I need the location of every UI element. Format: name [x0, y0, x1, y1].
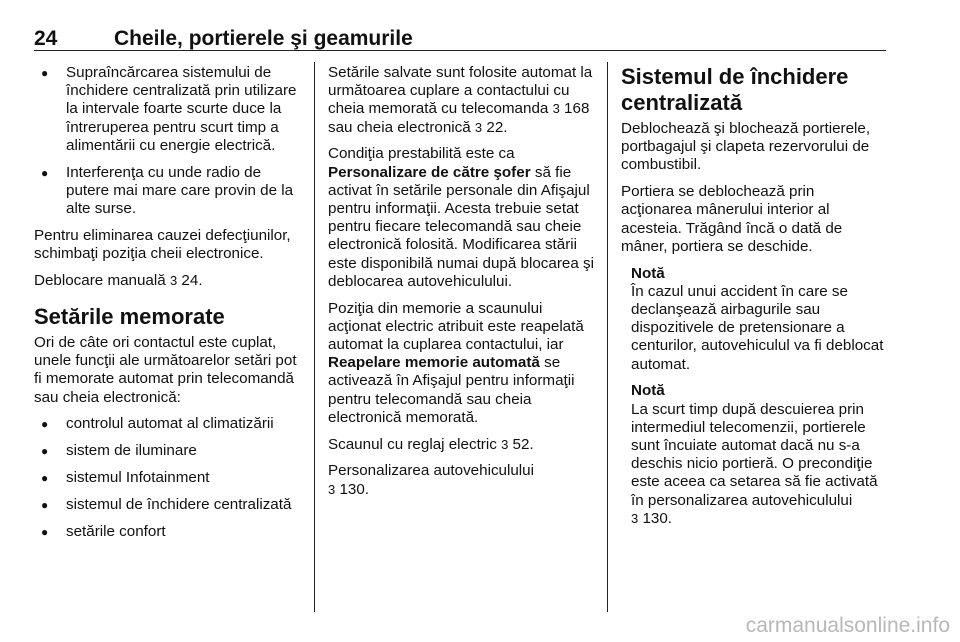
paragraph: Personalizarea autovehiculului 3 130.: [328, 462, 535, 498]
bullet-icon: ●: [41, 524, 49, 539]
paragraph: Poziţia din memorie a scaunului acţionat electric atribuit este reapelată automat la cuplarea contactului, iar Reapelare memorie automată se activează în Afişajul pentru informaţii pentru telecomandă sau cheia electronică memorată.: [328, 299, 584, 426]
note-text: În cazul unui accident în care se declanşează airbagurile sau dispozitivele de pretensionare a centurilor, autovehiculul va fi deblocat automat.: [631, 282, 884, 373]
page-reference-icon: 3: [631, 510, 639, 526]
page-reference-link[interactable]: 22.: [486, 118, 508, 136]
list-item: ● sistemul Infotainment: [41, 469, 210, 487]
paragraph: Pentru eliminarea cauzei defecţiunilor, schimbaţi poziţia cheii electronice.: [34, 226, 291, 263]
list-item: ● Interferenţa cu unde radio de putere mai mare care provin de la alte surse.: [41, 163, 294, 218]
page-reference-link[interactable]: 52.: [512, 435, 534, 453]
page-reference-link[interactable]: 130.: [339, 480, 370, 498]
column-divider: [607, 62, 608, 612]
list-item: ● setările confort: [41, 522, 166, 540]
column-divider: [314, 62, 315, 612]
header-rule: [34, 50, 886, 51]
page-reference-link[interactable]: 130.: [642, 509, 673, 527]
note-title: Notă: [631, 264, 665, 282]
note-text: La scurt timp după descuierea prin intermediul telecomenzii, portierele sunt încuiate automat dacă nu s-a deschis nicio portieră. O precondiţie este aceea ca setarea să fie activată în personalizarea autovehiculului 3 130.: [631, 400, 878, 527]
paragraph: Portiera se deblochează prin acţionarea mânerului interior al acesteia. Trăgând încă o dată de mâner, portiera se deschide.: [621, 183, 843, 255]
paragraph: Condiţia prestabilită este ca Personalizare de către şofer să fie activat în setările personale din Afişajul pentru informaţii. Acesta trebuie setat pentru fiecare telecomandă sau cheie electronică folosită. Modificarea stării este disponibilă numai după blocarea şi deblocarea autovehiculului.: [328, 145, 594, 290]
column-right: [621, 64, 889, 537]
setting-name: Reapelare memorie automată: [328, 354, 540, 372]
page-reference-icon: 3: [552, 101, 560, 117]
note-title: Notă: [631, 382, 665, 400]
bullet-icon: ●: [41, 471, 49, 486]
column-middle: [328, 64, 596, 507]
page-reference-icon: 3: [501, 436, 509, 452]
bullet-icon: ●: [41, 444, 49, 459]
note-box: [621, 265, 889, 528]
bullet-icon: ●: [41, 165, 49, 180]
paragraph: Deblocare manuală 3 24.: [34, 271, 203, 289]
page-reference-link[interactable]: 24.: [181, 271, 203, 289]
column-left: [34, 64, 302, 549]
paragraph: Scaunul cu reglaj electric 3 52.: [328, 435, 534, 453]
list-item: ● sistem de iluminare: [41, 442, 197, 460]
section-heading: Sistemul de închidere centralizată: [621, 64, 849, 115]
page-header: [34, 27, 886, 51]
watermark: carmanualsonline.info: [745, 614, 950, 637]
setting-name: Personalizare de către şofer: [328, 163, 531, 181]
page-number: 24: [34, 27, 58, 50]
list-item: ● Supraîncărcarea sistemului de închidere centralizată prin utilizare la intervale foarte scurte duce la întreruperea pentru scurt timp a alimentării cu energie electrică.: [41, 64, 297, 154]
bullet-icon: ●: [41, 66, 49, 80]
bullet-list: [34, 415, 302, 540]
page-reference-icon: 3: [474, 119, 483, 135]
list-item: ● sistemul de închidere centralizată: [41, 495, 292, 513]
paragraph: Setările salvate sunt folosite automat la următoarea cuplare a contactului cu cheia memorată cu telecomanda 3 168 sau cheia electronică 3 22.: [328, 64, 593, 136]
bullet-list: [34, 64, 302, 218]
page-reference-icon: 3: [328, 481, 336, 497]
page-reference-icon: 3: [169, 272, 178, 288]
chapter-title: Cheile, portierele şi geamurile: [114, 27, 413, 50]
paragraph: Ori de câte ori contactul este cuplat, unele funcţii ale următoarelor setări pot fi memorate automat prin telecomandă sau cheia electronică:: [34, 334, 297, 406]
bullet-icon: ●: [41, 497, 49, 512]
paragraph: Deblochează şi blochează portierele, portbagajul şi clapeta rezervorului de combustibil.: [621, 120, 871, 174]
list-item: ● controlul automat al climatizării: [41, 415, 274, 433]
section-heading: Setările memorate: [34, 304, 225, 330]
bullet-icon: ●: [41, 417, 49, 432]
page-reference-link[interactable]: 168 sau cheia electronică: [328, 100, 590, 136]
